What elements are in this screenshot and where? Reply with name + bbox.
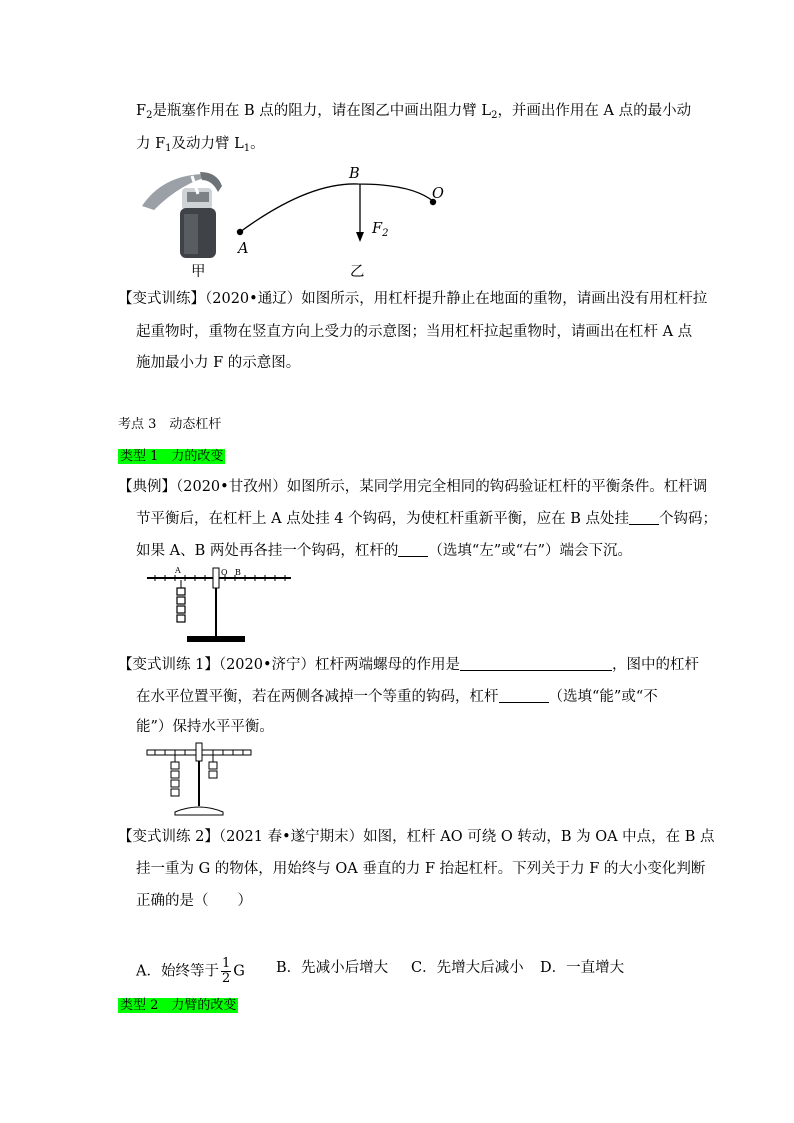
fig-label-O: O [432, 186, 444, 202]
variant1-line-1: 【变式训练 1】（2020•济宁）杠杆两端螺母的作用是 ，图中的杠杆 [118, 657, 700, 673]
answer-blank-nut-role[interactable] [460, 656, 612, 671]
fig-label-jia: 甲 [191, 264, 206, 280]
lever-stand-figure [145, 566, 295, 646]
answer-blank-count[interactable] [629, 510, 659, 525]
example-line-2: 节平衡后，在杠杆上 A 点处挂 4 个钩码，为使杠杆重新平衡，应在 B 点处挂 个钩码； [136, 511, 718, 527]
section-type1: 类型 1 力的改变 [120, 449, 224, 464]
variant1-line-3: 能”）保持水平平衡。 [136, 719, 274, 735]
fig-ex-label-B: B [235, 568, 241, 577]
section-kaodian: 考点 3 动态杠杆 [118, 417, 222, 432]
lever-diagram-yi [228, 162, 458, 272]
variant2-line-1: 【变式训练 2】（2021 春•遂宁期末）如图，杠杆 AO 可绕 O 转动，B 为 OA 中点，在 B 点 [118, 829, 715, 845]
option-A[interactable]: A．始终等于 $\frac{1}{2}$ G [136, 956, 245, 986]
variant0-line-2: 起重物时，重物在竖直方向上受力的示意图；当用杠杆拉起重物时，请画出在杠杆 A 点 [136, 324, 693, 340]
question-line-2: 力 $F_1$及动力臂 $L_1$。 [136, 136, 265, 154]
section-type2: 类型 2 力臂的改变 [120, 998, 237, 1013]
variant0-line-3: 施加最小力 F 的示意图。 [136, 355, 301, 371]
fig-ex-label-O: O [221, 568, 228, 577]
variant2-line-3: 正确的是（ ） [136, 893, 252, 909]
option-C[interactable]: C．先增大后减小 [411, 960, 524, 976]
bottle-opener-figure [132, 166, 227, 261]
fig-label-F2: $F_2$ [372, 221, 389, 239]
variant0-line-1: 【变式训练】（2020•通辽）如图所示，用杠杆提升静止在地面的重物，请画出没有用杠杆拉 [118, 291, 708, 307]
variant1-line-2: 在水平位置平衡，若在两侧各减掉一个等重的钩码，杠杆 （选填“能”或“不 [136, 689, 658, 705]
variant2-line-2: 挂一重为 G 的物体，用始终与 OA 垂直的力 F 抬起杠杆。下列关于力 F 的大小变化判断 [136, 861, 706, 877]
fig-label-B: B [349, 166, 360, 182]
question-line-1: $F_2$是瓶塞作用在 B 点的阻力，请在图乙中画出阻力臂 $L_2$，并画出作用在 A 点的最小动 [136, 103, 692, 121]
answer-blank-side[interactable] [398, 542, 428, 557]
example-line-3: 如果 A、B 两处再各挂一个钩码，杠杆的 （选填“左”或“右”）端会下沉。 [136, 543, 632, 559]
option-D[interactable]: D．一直增大 [540, 960, 625, 976]
balanced-lever-figure [145, 740, 255, 820]
fig-ex-label-A: A [175, 566, 181, 575]
answer-blank-balance[interactable] [499, 688, 549, 703]
example-line-1: 【典例】（2020•甘孜州）如图所示，某同学用完全相同的钩码验证杠杆的平衡条件。杠杆调 [118, 479, 708, 495]
option-B[interactable]: B．先减小后增大 [276, 960, 389, 976]
fraction-half: $\frac{1}{2}$ [221, 956, 231, 986]
fig-label-A: A [238, 241, 249, 257]
fig-label-yi: 乙 [350, 264, 365, 280]
